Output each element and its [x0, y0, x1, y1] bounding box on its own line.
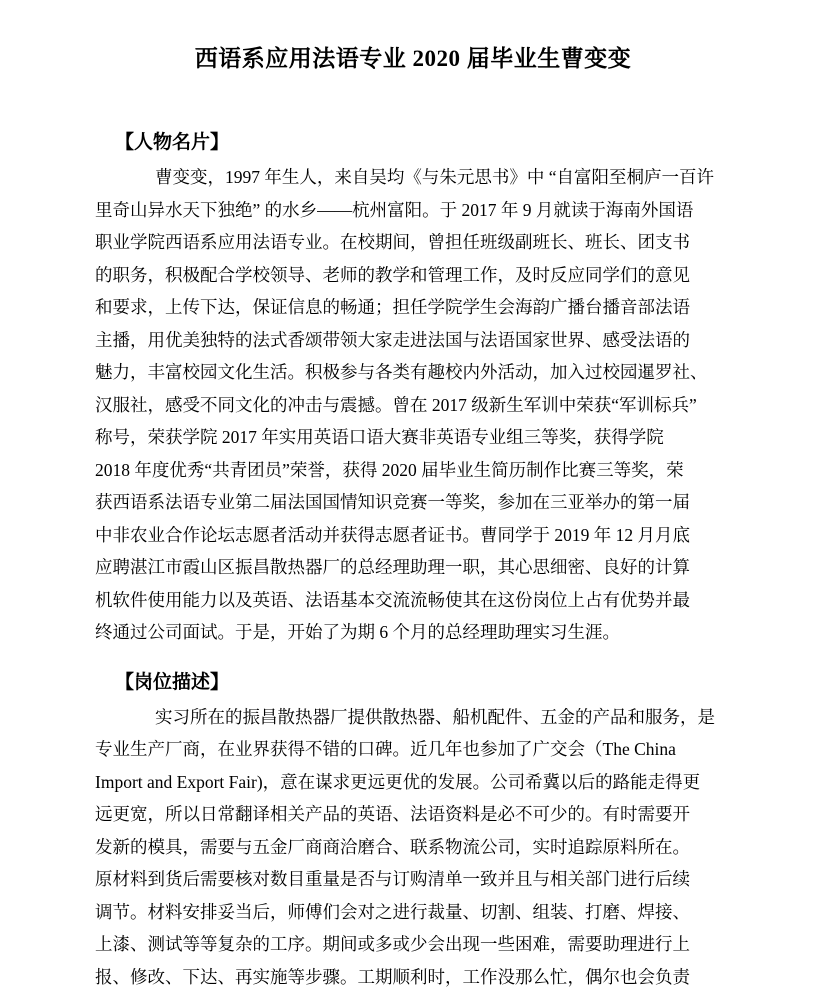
- text-line: 应聘湛江市霞山区振昌散热器厂的总经理助理一职，其心思细密、良好的计算: [95, 551, 707, 584]
- paragraph: [95, 161, 707, 649]
- text-line: 中非农业合作论坛志愿者活动并获得志愿者证书。曹同学于 2019 年 12 月月底: [95, 519, 707, 552]
- text-line: 远更宽，所以日常翻译相关产品的英语、法语资料是必不可少的。有时需要开: [95, 798, 707, 831]
- text-line: 2018 年度优秀“共青团员”荣誉，获得 2020 届毕业生简历制作比赛三等奖，荣: [95, 454, 707, 487]
- text-line: 机软件使用能力以及英语、法语基本交流流畅使其在这份岗位上占有优势并最: [95, 584, 707, 617]
- text-line: 上漆、测试等等复杂的工序。期间或多或少会出现一些困难，需要助理进行上: [95, 928, 707, 961]
- text-line: 主播，用优美独特的法式香颂带领大家走进法国与法语国家世界、感受法语的: [95, 324, 707, 357]
- document-title: 西语系应用法语专业 2020 届毕业生曹变变: [0, 44, 826, 74]
- text-line: 汉服社，感受不同文化的冲击与震撼。曾在 2017 级新生军训中荣获“军训标兵”: [95, 389, 707, 422]
- text-line: 调节。材料安排妥当后，师傅们会对之进行裁量、切割、组装、打磨、焊接、: [95, 896, 707, 929]
- text-line: 终通过公司面试。于是，开始了为期 6 个月的总经理助理实习生涯。: [95, 616, 707, 649]
- section-heading: 【人物名片】: [95, 131, 707, 155]
- document-body: [95, 131, 707, 993]
- text-line: 报、修改、下达、再实施等步骤。工期顺利时，工作没那么忙，偶尔也会负责: [95, 961, 707, 993]
- paragraph: [95, 701, 707, 993]
- text-line: 实习所在的振昌散热器厂提供散热器、船机配件、五金的产品和服务，是: [95, 701, 707, 734]
- text-line: 称号，荣获学院 2017 年实用英语口语大赛非英语专业组三等奖，获得学院: [95, 421, 707, 454]
- text-line: 魅力，丰富校园文化生活。积极参与各类有趣校内外活动，加入过校园暹罗社、: [95, 356, 707, 389]
- text-line: 职业学院西语系应用法语专业。在校期间，曾担任班级副班长、班长、团支书: [95, 226, 707, 259]
- text-line: 原材料到货后需要核对数目重量是否与订购清单一致并且与相关部门进行后续: [95, 863, 707, 896]
- text-line: 获西语系法语专业第二届法国国情知识竞赛一等奖，参加在三亚举办的第一届: [95, 486, 707, 519]
- text-line: Import and Export Fair)，意在谋求更远更优的发展。公司希冀以后的路能走得更: [95, 766, 707, 799]
- text-line: 里奇山异水天下独绝” 的水乡——杭州富阳。于 2017 年 9 月就读于海南外国语: [95, 194, 707, 227]
- text-line: 曹变变，1997 年生人，来自吴均《与朱元思书》中 “自富阳至桐庐一百许: [95, 161, 707, 194]
- text-line: 和要求，上传下达，保证信息的畅通；担任学院学生会海韵广播台播音部法语: [95, 291, 707, 324]
- text-line: 发新的模具，需要与五金厂商商洽磨合、联系物流公司，实时追踪原料所在。: [95, 831, 707, 864]
- section-heading: 【岗位描述】: [95, 671, 707, 695]
- text-line: 的职务，积极配合学校领导、老师的教学和管理工作，及时反应同学们的意见: [95, 259, 707, 292]
- text-line: 专业生产厂商，在业界获得不错的口碑。近几年也参加了广交会（The China: [95, 733, 707, 766]
